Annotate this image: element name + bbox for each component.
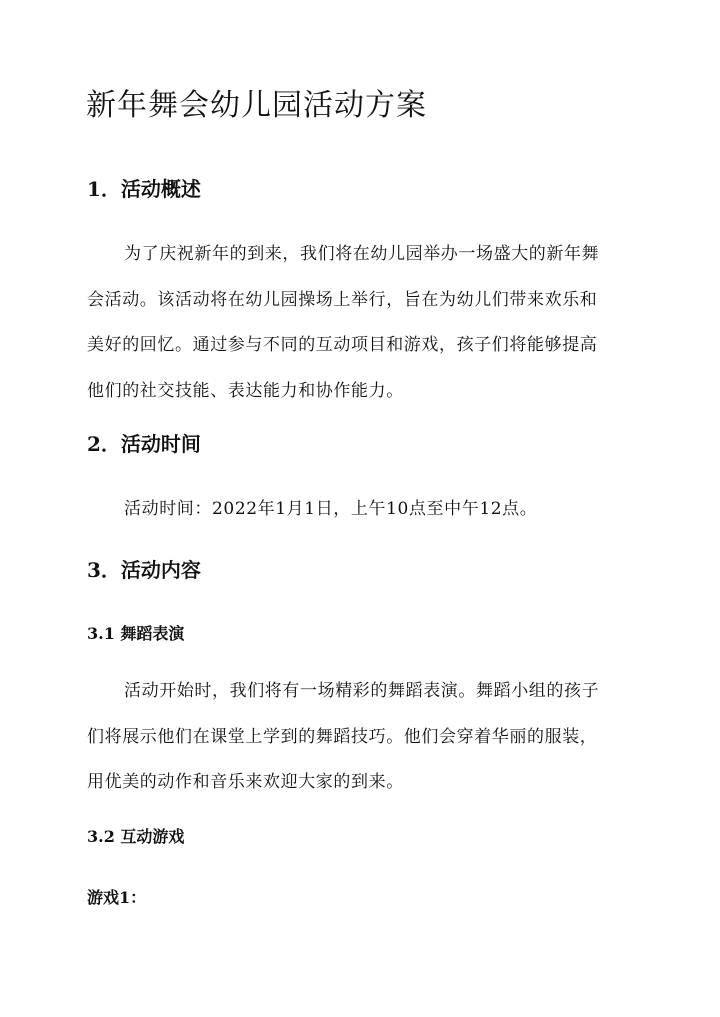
subsection-heading-games: 3.2 互动游戏	[87, 827, 185, 846]
subsection-heading-dance: 3.1 舞蹈表演	[87, 624, 185, 643]
paragraph-line: 为了庆祝新年的到来，我们将在幼儿园举办一场盛大的新年舞	[124, 244, 600, 264]
paragraph-line: 们将展示他们在课堂上学到的舞蹈技巧。他们会穿着华丽的服装，	[87, 726, 598, 747]
section-heading-time: 2．活动时间	[87, 432, 201, 456]
paragraph-line: 活动时间：2022年1月1日，上午10点至中午12点。	[124, 499, 538, 519]
document-title: 新年舞会幼儿园活动方案	[86, 88, 427, 123]
paragraph-line: 他们的社交技能、表达能力和协作能力。	[87, 380, 404, 401]
game-label: 游戏1：	[87, 888, 147, 907]
section-heading-overview: 1．活动概述	[87, 177, 201, 201]
paragraph-line: 用优美的动作和音乐来欢迎大家的到来。	[87, 772, 404, 793]
dance-paragraph	[87, 669, 643, 806]
overview-paragraph	[87, 232, 643, 414]
section-heading-content: 3．活动内容	[87, 558, 201, 582]
paragraph-line: 活动开始时，我们将有一场精彩的舞蹈表演。舞蹈小组的孩子	[124, 681, 600, 701]
paragraph-line: 会活动。该活动将在幼儿园操场上举行，旨在为幼儿们带来欢乐和	[87, 289, 598, 310]
time-paragraph	[87, 487, 643, 533]
paragraph-line: 美好的回忆。通过参与不同的互动项目和游戏，孩子们将能够提高	[87, 335, 598, 356]
